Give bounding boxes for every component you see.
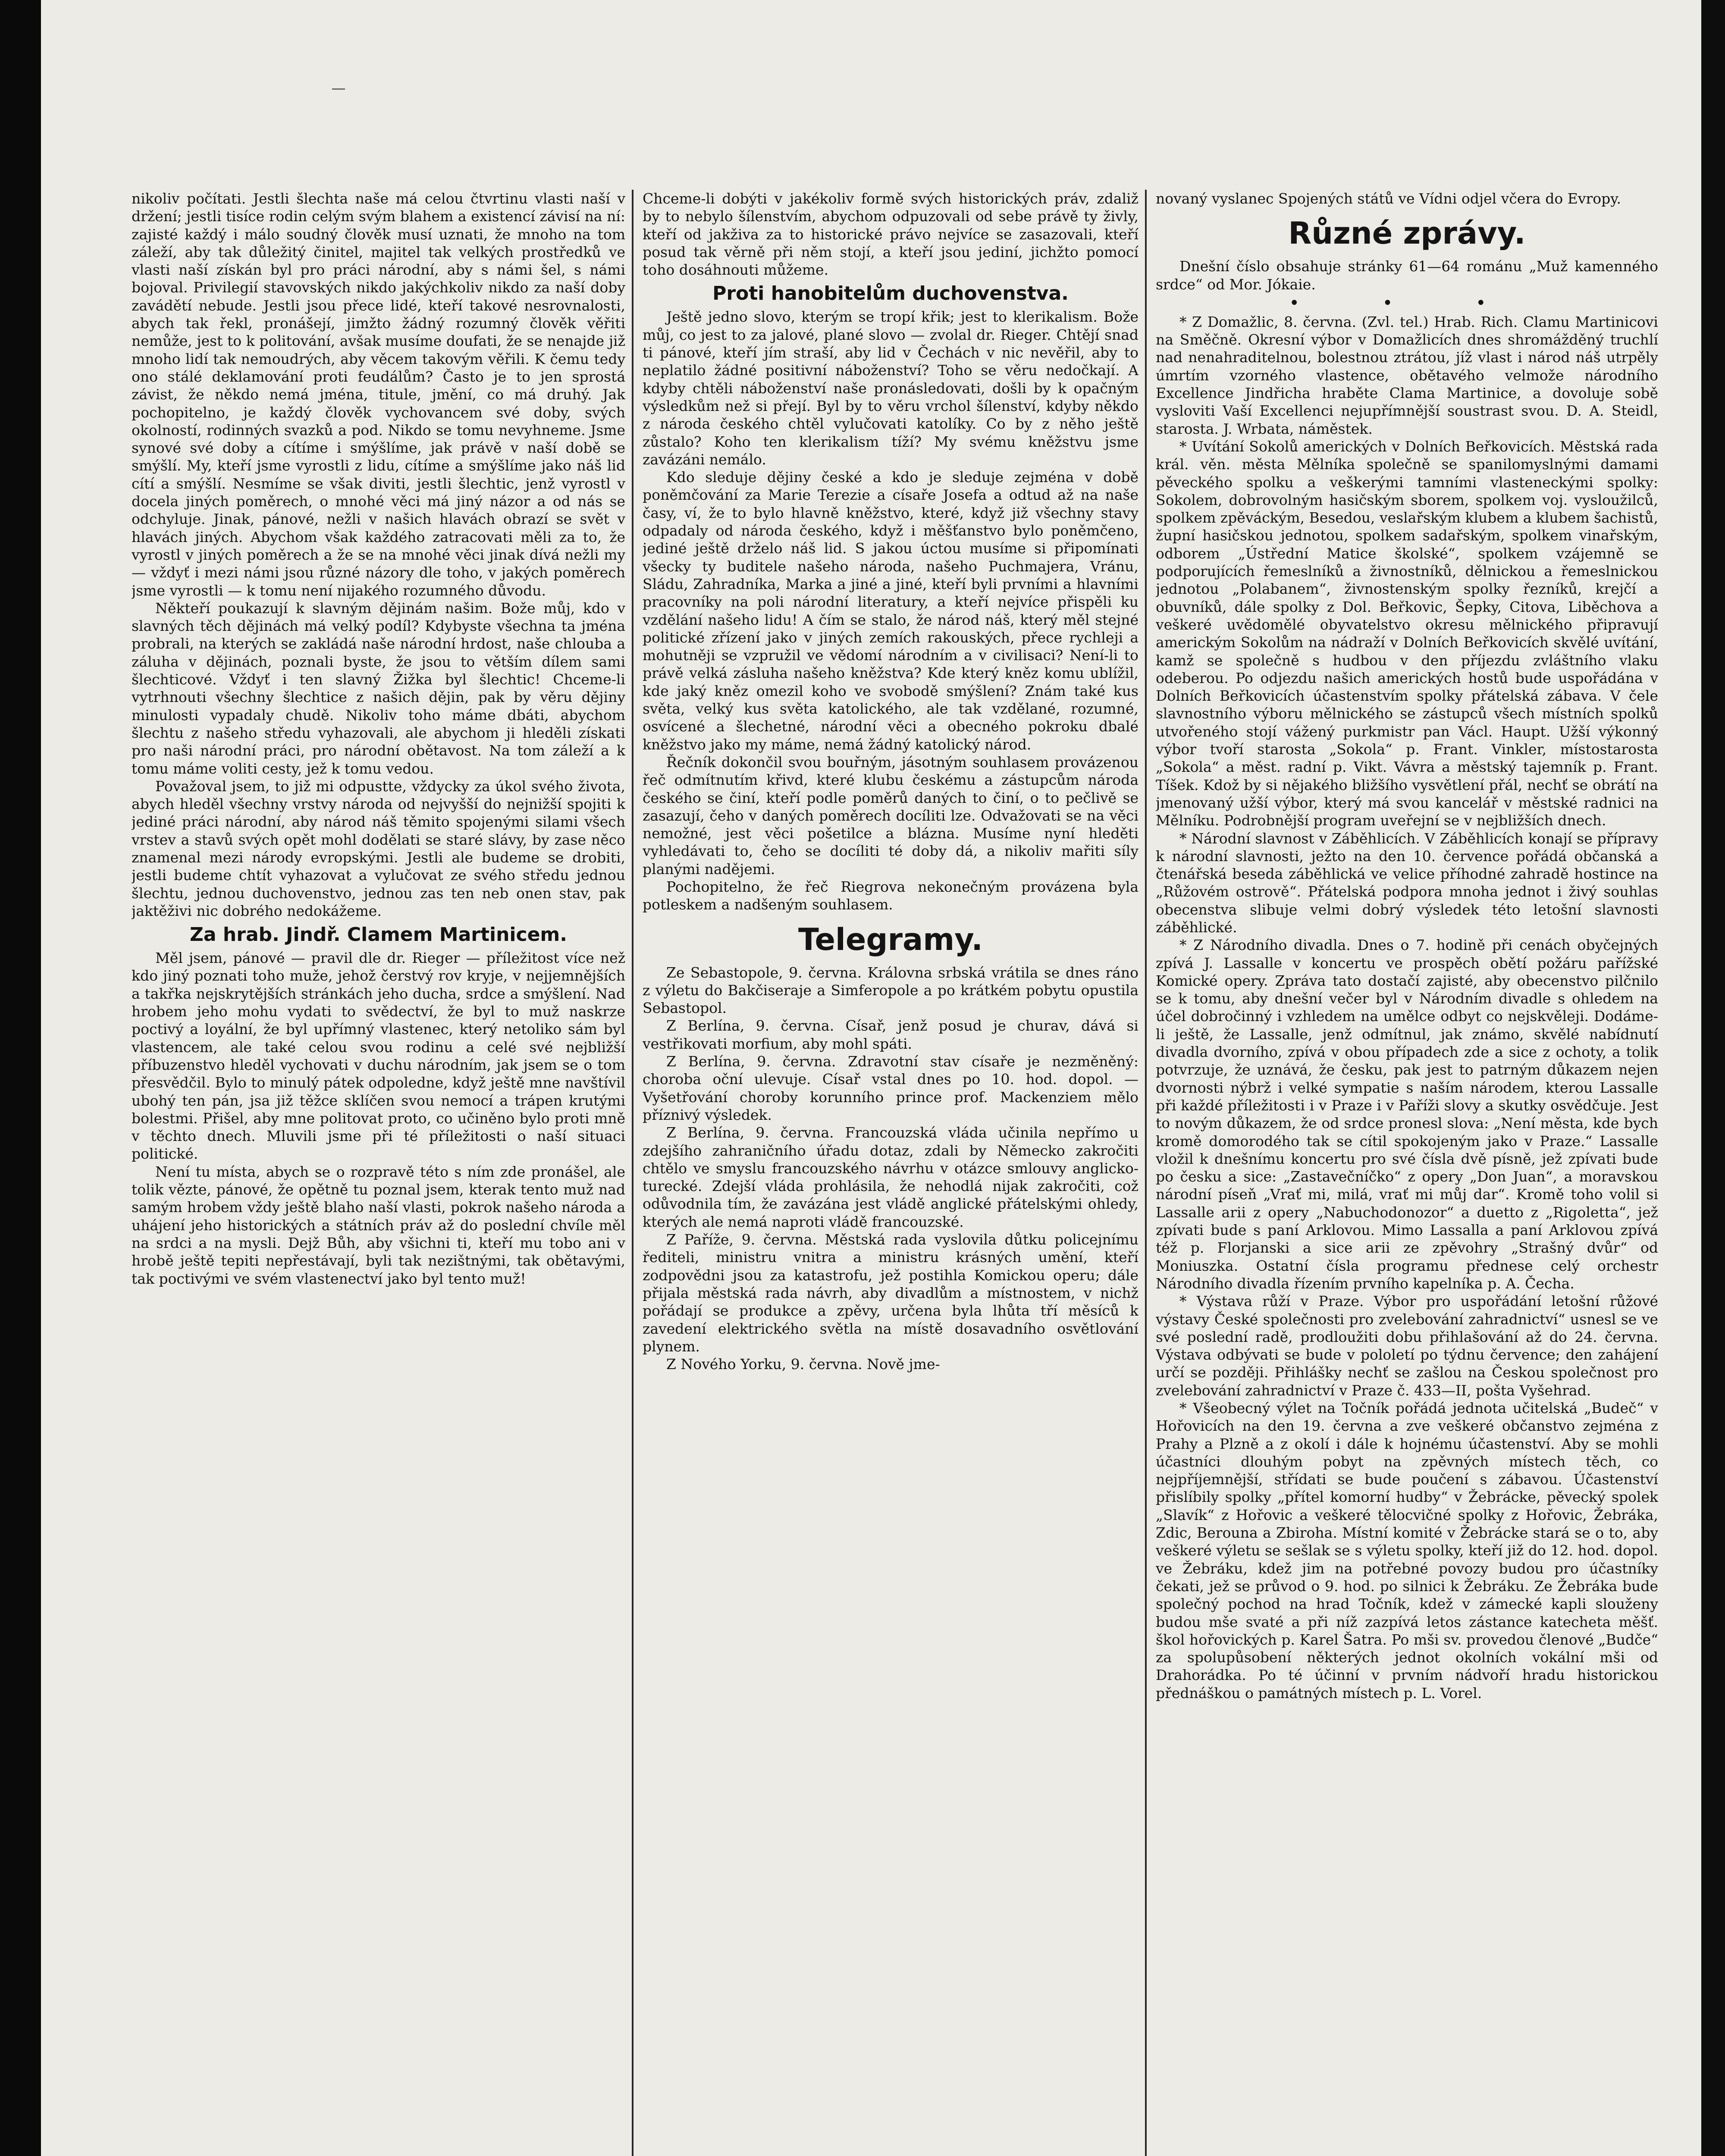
telegram-item: Z Berlína, 9. června. Zdravotní stav císaře je nezměněný: choroba oční ulevuje. Císař vstal dnes po 10. hod. dopol. — Vyšetřování choroby korunního prince prof. Mackenziem mělo příznivý výsledek. xyxy=(643,1053,1138,1123)
news-item: * Národní slavnost v Záběhlicích. V Záběhlicích konají se přípravy k národní slavnosti, ježto na den 10. července pořádá občanská a čtenářská beseda záběhlická ve velice příhodné zahradě hostince na „Růžovém ostrově“. Přátelská podpora mnoha jednot i živý souhlas obecenstva slibuje velmi dobrý výsledek této letošní slavnosti záběhlické. xyxy=(1156,830,1658,936)
paragraph: Pochopitelno, že řeč Riegrova nekonečným provázena byla potleskem a nadšeným souhlasem. xyxy=(643,878,1138,913)
news-item: * Z Domažlic, 8. června. (Zvl. tel.) Hrab. Rich. Clamu Martinicovi na Směčně. Okresní výbor v Domažlicích dnes shromážděný truchlí nad nenahraditelnou, bolestnou ztrátou, jíž vlast i národ náš utrpěly úmrtím vzorného vlastence, obětavého velmože národního Excellence Jindřicha hraběte Clama Martinice, a dovoluje sobě vysloviti Vaší Excellenci nejupřímnější soustrast svou. D. A. Steidl, starosta. J. Wrbata, náměstek. xyxy=(1156,313,1658,437)
column-rule-1 xyxy=(632,190,634,2156)
telegrams-heading: Telegramy. xyxy=(798,921,983,957)
column-rule-2 xyxy=(1145,190,1147,2156)
separator-stars: • • • xyxy=(1289,293,1525,313)
paragraph: Ještě jedno slovo, kterým se tropí křik; jest to klerikalism. Bože můj, co jest to za jalové, plané slovo — zvolal dr. Rieger. Chtějí snad ti pánové, kteří jím straší, aby lid v Čechách v nic nevěřil, aby to neplatilo žádné positivní náboženství? Toho se věru nedočkají. A kdyby chtěli náboženství naše pronásledovati, došli by k opačným výsledkům než si přejí. Byl by to věru vrchol šílenství, kdyby někdo z národa českého chtěl vylučovati katolíky. Co by z něho ještě zůstalo? Koho ten klerikalism tíží? My svému kněžstvu jsme zavázáni nemálo. xyxy=(643,308,1138,468)
top-margin-mark xyxy=(332,88,345,90)
news-item: * Všeobecný výlet na Točník pořádá jednota učitelská „Budeč“ v Hořovicích na den 19. června a zve veškeré občanstvo zejména z Prahy a Plzně a z okolí i dále k hojnému účastenství. Aby se mohli účastníci dlouhým pobyt na zpěvných místech těch, co nejpříjemnější, střídati se bude poučení s zábavou. Účastenství přislíbily spolky „přítel komorní hudby“ v Žebrácke, pěvecký spolek „Slavík“ z Hořovic a veškeré tělocvičné spolky z Hořovic, Žebráka, Zdic, Berouna a Zbiroha. Místní komité v Žebrácke stará se o to, aby veškeré výletu se sešlak se s výletu spolky, kteří již do 12. hod. dopol. ve Žebráku, kdež jim na potřebné povozy budou pro účastníky čekati, jež se průvod o 9. hod. po silnici k Žebráku. Ze Žebráka bude společný pochod na hrad Točník, kdež v zámecké kapli slouženy budou mše svaté a při níž zazpívá letos zástance katecheta měšť. škol hořovických p. Karel Šatra. Po mši sv. provedou členové „Budče“ za spolupůsobení některých jednot okolních vokální mši od Drahorádka. Po té účinní v prvním nádvoří hradu historickou přednáškou o památných místech p. L. Vorel. xyxy=(1156,1400,1658,1702)
paragraph: novaný vyslanec Spojených států ve Vídni odjel včera do Evropy. xyxy=(1156,190,1621,207)
paragraph: Chceme-li dobýti v jakékoliv formě svých historických práv, zdaliž by to nebylo šílenstvím, abychom odpuzovali od sebe právě ty živly, kteří od jakživa za to historické právo nejvíce se zasazovali, kteří posud tak věrně při něm stojí, a kteří jsou jediní, jichžto pomocí toho dosáhnouti můžeme. xyxy=(643,190,1138,279)
paragraph: Někteří poukazují k slavným dějinám našim. Bože můj, kdo v slavných těch dějinách má velký podíl? Kdybyste všechna ta jména probrali, na kterých se zakládá naše národní hrdost, naše chlouba a záluha v dějinách, poznali byste, že jsou to větším dílem sami šlechticové. Vždyť i ten slavný Žižka byl šlechtic! Chceme-li vytrhnouti všechny šlechtice z našich dějin, pak by věru dějiny minulosti vypadaly chudě. Nikoliv toho máme dbáti, abychom šlechtu z našeho středu vyhazovali, ale abychom ji hleděli získati pro naši národní práci, pro národní obětavost. Na tom záleží a k tomu máme voliti cesty, jež k tomu vedou. xyxy=(132,599,625,777)
telegram-item: Z Paříže, 9. června. Městská rada vyslovila důtku policejnímu řediteli, ministru vnitra a ministru krásných umění, kteří zodpovědni jsou za katastrofu, jež postihla Komickou operu; dále přijala městská rada návrh, aby divadlům a místnostem, v nichž pořádají se produkce a zpěvy, určena byla lhůta tří měsíců k zavedení elektrického světla na místě dosavadního osvětlování plynem. xyxy=(643,1231,1138,1355)
column-1 xyxy=(132,190,625,2156)
news-heading: Různé zprávy. xyxy=(1288,216,1526,251)
paragraph: Považoval jsem, to již mi odpustte, vždycky za úkol svého života, abych hleděl všechny vrstvy národa od nejvyšší do nejnižší spojiti k jediné práci národní, aby národ náš těmito spojenými silami všech vrstev a stavů svých opět mohl dodělati se staré slávy, by zase něco znamenal mezi národy evropskými. Jestli ale budeme se drobiti, jestli budeme chtít vyhazovat a vylučovat ze svého středu jednou šlechtu, jednou duchovenstvo, jednou zas ten neb onen stav, pak jaktěživi nic dobrého nedokážeme. xyxy=(132,777,625,919)
news-item: * Z Národního divadla. Dnes o 7. hodině při cenách obyčejných zpívá J. Lassalle v koncertu ve prospěch obětí požáru pařížské Komické opery. Zpráva tato dostačí zajisté, aby obecenstvo pilčnilo se k tomu, aby dnešní večer byl v Národním divadle s ohledem na účel dobročinný i vzhledem na umělce odbyt co nejskvěleji. Dodáme-li ještě, že Lassalle, jenž odmítnul, jak známo, skvělé nabídnutí divadla dvorního, zpívá v obou případech zde a sice z ochoty, a tolik potvrzuje, že uznává, že česku, pak jest to patrným důkazem nejen dvornosti nýbrž i velké sympatie s naším národem, kterou Lassalle při každé příležitosti i v Praze i v Paříži slovy a skutky osvědčuje. Jest to novým důkazem, že od srdce pronesl slova: „Není města, kde bych kromě domorodého tak se cítil spokojeným jako v Praze.“ Lassalle vložil k dnešnímu koncertu pro své čísla dvě písně, jež zpívati bude po česku a sice: „Zastavečníčko“ z opery „Don Juan“, a moravskou národní píseň „Vrať mi, milá, vrať mi můj dar“. Kromě toho volil si Lassalle arii z opery „Nabuchodonozor“ a duetto z „Rigoletta“, jež zpívati bude s paní Arklovou. Mimo Lassalla a paní Arklovou zpívá též p. Florjanski a sice arii ze zpěvohry „Strašný dvůr“ od Moniuszka. Ostatní čísla programu přednese celý orchestr Národního divadla řízením prvního kapelníka p. A. Čecha. xyxy=(1156,937,1658,1292)
paragraph: Řečník dokončil svou bouřným, jásotným souhlasem provázenou řeč odmítnutím křivd, které klubu českému a zástupcům národa českého se činí, kteří podle poměrů daných to činí, o to pečlivě se zasazují, čeho v daných poměrech docíliti lze. Odvažovati se na věci nemožné, jest věci pošetilce a blázna. Musíme nyní hleděti vyhledávati to, čeho se docíliti té doby dá, a nikoliv mařiti síly planými nadějemi. xyxy=(643,753,1138,877)
telegram-item: Z Berlína, 9. června. Francouzská vláda učinila nepřímo u zdejšího zahraničního úřadu dotaz, zdali by Německo zakročiti chtělo ve smyslu francouzského návrhu v otázce smlouvy anglicko-turecké. Zdejší vláda prohlásila, že nehodlá nijak zakročiti, což odůvodnila tím, že zavázána jest vládě anglické přátelskými ohledy, kterých ale nemá naproti vládě francouzské. xyxy=(643,1124,1138,1230)
section-heading: Za hrab. Jindř. Clamem Martinicem. xyxy=(190,924,567,946)
paragraph: Měl jsem, pánové — pravil dle dr. Rieger — příležitost více než kdo jiný poznati toho muže, jehož čerstvý rov kryje, v nejjemnějších a takřka nejskrytějších stránkách jeho ducha, srdce a smýšlení. Nad hrobem jeho mohu vydati to svědectví, že byl to muž naskrze poctivý a loyální, že byl upřímný vlastenec, který netoliko sám byl vlastencem, ale také celou svou rodinu a celé své nejbližší příbuzenstvo hleděl vychovati v duchu národním, jak jsem se o tom přesvědčil. Bylo to minulý pátek odpoledne, když ještě mne navštívil ubohý ten pán, jsa již těžce sklíčen svou nemocí a trápen krutými bolestmi. Přišel, aby mne politovat proto, co učiněno bylo proti mně v těchto dnech. Mluvili jsme při té příležitosti o naší situaci politické. xyxy=(132,950,625,1163)
telegram-item: Ze Sebastopole, 9. června. Královna srbská vrátila se dnes ráno z výletu do Bakčiseraje a Simferopole a po krátkém pobytu opustila Sebastopol. xyxy=(643,964,1138,1017)
paragraph: Dnešní číslo obsahuje stránky 61—64 románu „Muž kamenného srdce“ od Mor. Jókaie. xyxy=(1156,258,1658,293)
scan-border-right xyxy=(1701,0,1725,2156)
paragraph: nikoliv počítati. Jestli šlechta naše má celou čtvrtinu vlasti naší v držení; jestli tisíce rodin celým svým blahem a existencí závisí na ní: zajisté každý i málo soudný člověk musí uznati, že mnoho na tom záleží, aby tak důležitý činitel, majitel tak velkých prostředků ve vlasti naší získán byl pro práci národní, aby s námi šel, s námi bojoval. Privilegií stavovských nikdo jakýchkoliv nikdo za naší doby zavádětí nebude. Jestli jsou přece lidé, kteří takové nesrovnalosti, abych tak řekl, pronášejí, jimžto žádný rozumný člověk věřiti nemůže, jest to k politování, avšak musíme doufati, že se nenajde již mnoho lidí tak nemoudrých, aby věcem takovým věřili. K čemu tedy ono stálé deklamování proti feudálům? Často je to jen sprostá závist, že někdo nemá jména, titule, jmění, co má druhý. Jak pochopitelno, je každý člověk vychovancem své doby, svých okolností, rodinných svazků a pod. Nikdo se tomu nevyhneme. Jsme synové své doby a cítíme i smýšlíme, jak právě v naší době se smýšlí. My, kteří jsme vyrostli z lidu, cítíme a smýšlíme jako náš lid cítí a smýšlí. Nesmíme se však diviti, jestli šlechtic, jenž vyrostl v docela jiných poměrech, o mnohé věci má jiný názor a od nás se odchyluje. Jinak, pánové, nežli v našich hlavách obrazí se svět v hlavách jiných. Abychom však každého zatracovati měli za to, že vyrostl v jiných poměrech a že se na mnohé věci jinak dívá nežli my — vždyť i mezi námi jsou různé názory dle toho, v jakých poměrech jsme vyrostli — k tomu není nijakého rozumného důvodu. xyxy=(132,190,625,599)
telegram-item: Z Berlína, 9. června. Císař, jenž posud je churav, dává si vestřikovati morfium, aby mohl spáti. xyxy=(643,1017,1138,1052)
paragraph: Kdo sleduje dějiny české a kdo je sleduje zejména v době poněmčování za Marie Terezie a císaře Josefa a odtud až na naše časy, ví, že to bylo hlavně kněžstvo, které, když již všechny stavy odpadaly od národa českého, když i měšťanstvo bylo poněmčeno, jediné ještě drželo náš lid. S jakou úctou musíme si připomínati všecky ty buditele našeho národa, našeho Puchmajera, Vránu, Sládu, Zahradníka, Marka a jiné a jiné, kteří byli prvními a hlavními pracovníky na poli národní literatury, a kteří nejvíce přispěli ku vzdělání našeho lidu! A čím se stalo, že národ náš, který měl stejné politické zřízení jako v jiných zemích rakouských, přece rychleji a mohutněji se vzpružil ve vědomí národním a v civilisaci? Není-li to právě velká zásluha našeho kněžstva? Kde který kněz komu ublížil, kde jaký kněz omezil koho ve svobodě smýšlení? Znám také kus světa, velký kus světa katolického, ale tak vzdělané, rozumné, osvícené a šlechetné, národní věci a obecného pokroku dbalé kněžstvo jako my máme, nemá žádný katolický národ. xyxy=(643,469,1138,753)
column-2 xyxy=(643,190,1138,2156)
news-item: * Výstava růží v Praze. Výbor pro uspořádání letošní růžové výstavy České společnosti pro zvelebování zahradnictví“ usnesl se ve své poslední radě, prodloužiti dobu přihlašování až do 24. června. Výstava odbývati se bude v pololetí po týdnu července; den zahájení určí se později. Přihlášky nechť se zašlou na Českou společnost pro zvelebování zahradnictví v Praze č. 433—II, pošta Vyšehrad. xyxy=(1156,1293,1658,1399)
scan-border-left xyxy=(0,0,41,2156)
news-item: * Uvítání Sokolů amerických v Dolních Beřkovicích. Městská rada král. věn. města Mělníka společně se spanilomyslnými damami pěveckého spolku a veškerými tamními vlasteneckými spolky: Sokolem, dobrovolným hasičským sborem, spolkem voj. vysloužilců, spolkem zpěváckým, Besedou, veslařským klubem a klubem šachistů, župní hasičskou jednotou, spolkem sadařským, spolkem vinařským, odborem „Ústřední Matice školské“, spolkem vzájemně se podporujících řemeslníků a živnostníků, dělnickou a řemeslnickou jednotou „Polabanem“, živnostenským spolky řezníků, krejčí a obuvníků, dále spolky z Dol. Beřkovic, Šepky, Citova, Liběchova a veškeré uvědomělé obyvatelstvo okresu mělnického připravují americkým Sokolům na nádraží v Dolních Beřkovicích skvělé uvítání, kamž se společně s hudbou v den příjezdu zvláštního vlaku odeberou. Po odjezdu našich amerických hostů bude uspořádána v Dolních Beřkovicích účastenstvím spolky přátelská zábava. V čele slavnostního výboru mělnického se zástupců všech místních spolků utvořeného stojí vážený purkmistr pan Václ. Haupt. Užší výkonný výbor tvoří starosta „Sokola“ p. Frant. Vinkler, místostarosta „Sokola“ a měst. radní p. Vikt. Vávra a městský tajemník p. Frant. Tíšek. Kdož by si nějakého bližšího vysvětlení přál, nechť se obrátí na jmenovaný užší výbor, který má svou kancelář v městské radnici na Mělníku. Podrobnější program uveřejní se v nejbližších dnech. xyxy=(1156,438,1658,829)
section-heading: Proti hanobitelům duchovenstva. xyxy=(712,282,1069,305)
column-3 xyxy=(1156,190,1658,2156)
paragraph: Není tu místa, abych se o rozpravě této s ním zde pronášel, ale tolik vězte, pánové, že opětně tu poznal jsem, kterak tento muž nad samým hrobem vždy ještě blaho naší vlasti, pokrok našeho národa a uhájení jeho historických a státních práv až do poslední chvíle měl na srdci a na mysli. Dejž Bůh, aby všichni ti, kteří mu tobo ani v hrobě ještě tepiti nepřestávají, byli tak nezištnými, tak obětavými, tak poctivými ve svém vlastenectví jako byl tento muž! xyxy=(132,1163,625,1287)
telegram-item: Z Nového Yorku, 9. června. Nově jme- xyxy=(666,1356,940,1373)
